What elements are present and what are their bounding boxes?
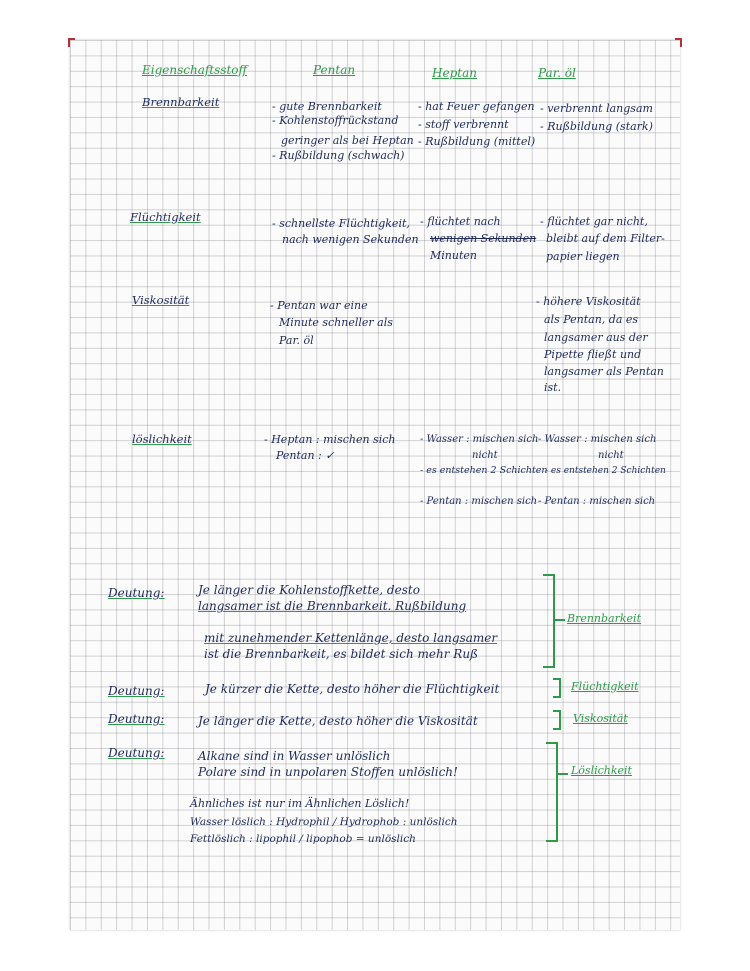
bracket-fluechtigkeit — [553, 678, 561, 698]
deutung-label-4: Deutung: — [108, 746, 165, 760]
header-eigenschaft: Eigenschaftsstoff — [142, 63, 247, 77]
bracket-brennbarkeit-tick — [553, 619, 565, 621]
deutung-fluechtigkeit-text: Je kürzer die Kette, desto höher die Flüchtigkeit — [205, 682, 500, 696]
bracket-viskositaet — [553, 710, 561, 730]
tag-viskositaet: Viskosität — [573, 712, 628, 725]
deutung-label-3: Deutung: — [108, 712, 165, 726]
deutung-label-1: Deutung: — [108, 586, 165, 600]
tag-fluechtigkeit: Flüchtigkeit — [571, 680, 639, 693]
header-paraffin: Par. öl — [538, 66, 576, 80]
row-viskositaet-label: Viskosität — [132, 293, 190, 307]
bracket-brennbarkeit — [543, 574, 555, 668]
header-pentan: Pentan — [313, 63, 356, 77]
bracket-loeslichkeit — [546, 742, 558, 842]
bracket-loeslichkeit-tick — [556, 773, 568, 775]
tag-brennbarkeit: Brennbarkeit — [567, 612, 641, 625]
row-brennbarkeit-label: Brennbarkeit — [142, 95, 220, 109]
deutung-viskositaet-text: Je länger die Kette, desto höher die Viskosität — [198, 714, 478, 728]
deutung-label-2: Deutung: — [108, 684, 165, 698]
tag-loeslichkeit: Löslichkeit — [571, 764, 632, 777]
row-fluechtigkeit-label: Flüchtigkeit — [130, 210, 201, 224]
row-loeslichkeit-label: löslichkeit — [132, 432, 192, 446]
header-heptan: Heptan — [432, 66, 477, 80]
